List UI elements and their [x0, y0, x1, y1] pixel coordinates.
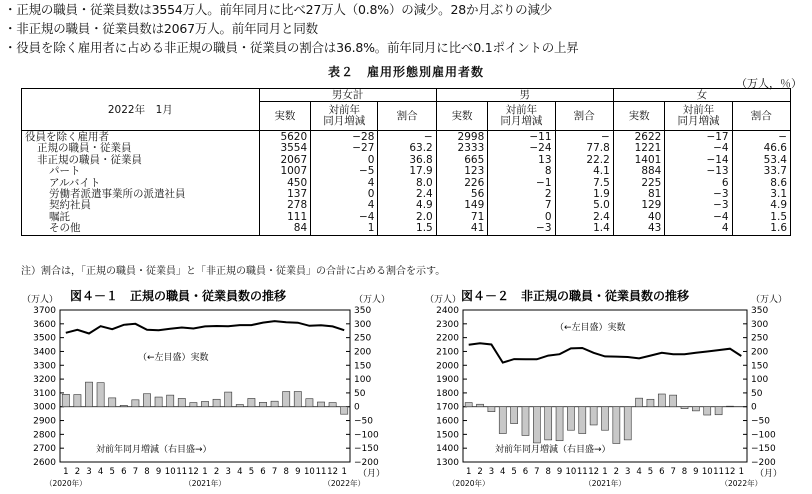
table-cell: −28 — [311, 131, 378, 144]
table-cell: 123 — [436, 166, 488, 177]
table-cell: 2.0 — [378, 212, 436, 223]
table-row — [22, 212, 791, 223]
table-cell: 2.4 — [378, 189, 436, 200]
table-cell: 0 — [311, 155, 378, 166]
bar-change — [704, 407, 711, 415]
month-tick-label: 5 — [248, 467, 255, 477]
left-tick-label: 3000 — [33, 402, 56, 413]
table-cell: 225 — [613, 178, 665, 189]
table-cell: − — [555, 131, 613, 144]
month-tick-label: 1 — [738, 467, 745, 477]
left-tick-label: 3100 — [33, 388, 56, 399]
month-tick-label: 11 — [176, 467, 188, 477]
bar-change — [590, 407, 597, 425]
table-cell: 226 — [436, 178, 488, 189]
month-tick-label: 11 — [576, 467, 588, 477]
bar-change — [306, 399, 313, 407]
month-tick-label: 10 — [164, 467, 176, 477]
table-row — [22, 223, 791, 235]
bar-change — [294, 392, 301, 407]
table-cell: 2622 — [613, 131, 665, 144]
month-axis-unit: （月） — [358, 469, 386, 479]
bar-change — [62, 394, 69, 406]
table-cell: −1 — [488, 178, 555, 189]
right-tick-label: 150 — [751, 361, 769, 372]
right-tick-label: 100 — [751, 375, 769, 386]
month-tick-label: 6 — [260, 467, 266, 477]
table-cell: −27 — [311, 143, 378, 154]
month-tick-label: 9 — [155, 467, 162, 477]
table-cell: 129 — [613, 200, 665, 211]
table-cell: 0 — [488, 212, 555, 223]
table-cell: 278 — [259, 200, 311, 211]
table-cell: 33.7 — [732, 166, 790, 177]
table-cell: 3554 — [259, 143, 311, 154]
bar-change — [248, 398, 255, 406]
table-cell: 1.5 — [732, 212, 790, 223]
row-label: 正規の職員・従業員 — [22, 143, 260, 154]
left-tick-label: 2000 — [436, 361, 459, 372]
bar-change — [715, 407, 722, 415]
table-cell: −5 — [311, 166, 378, 177]
left-tick-label: 2600 — [33, 458, 56, 468]
right-tick-label: 250 — [354, 333, 372, 344]
bar-change — [499, 407, 506, 434]
right-tick-label: 150 — [354, 361, 372, 372]
bar-change — [213, 399, 220, 406]
bar-change — [190, 403, 197, 407]
table-cell: −13 — [665, 166, 732, 177]
bar-change — [488, 407, 495, 412]
left-axis-unit: （万人） — [21, 295, 58, 305]
year-label: （2021年） — [584, 479, 626, 488]
chart-regular-employees — [0, 288, 405, 494]
bar-change — [647, 399, 654, 406]
month-tick-label: 12 — [187, 467, 199, 477]
table-cell: 7.5 — [555, 178, 613, 189]
month-axis-unit: （月） — [755, 469, 783, 479]
table-cell: 4.9 — [378, 200, 436, 211]
bar-change — [283, 392, 290, 407]
subheader-change: 対前年 同月増減 — [665, 102, 732, 131]
table-cell: 41 — [436, 223, 488, 235]
table-cell: 0 — [311, 189, 378, 200]
subheader-count: 実数 — [613, 102, 665, 131]
subheader-ratio: 割合 — [555, 102, 613, 131]
row-label: パート — [22, 166, 260, 177]
row-label: その他 — [22, 223, 260, 235]
table-cell: −24 — [488, 143, 555, 154]
month-tick-label: 4 — [636, 467, 642, 477]
month-tick-label: 8 — [681, 467, 688, 477]
table-row — [22, 189, 791, 200]
month-tick-label: 1 — [602, 467, 608, 477]
right-tick-label: −50 — [751, 416, 770, 427]
year-label: （2022年） — [720, 479, 763, 488]
month-tick-label: 10 — [303, 467, 315, 477]
bar-change — [271, 401, 278, 407]
month-tick-label: 5 — [109, 467, 115, 477]
table-cell: 3.1 — [732, 189, 790, 200]
left-tick-label: 3500 — [33, 333, 56, 344]
row-label: アルバイト — [22, 178, 260, 189]
group-header-male: 男 — [436, 89, 613, 102]
table-unit: （万人，％） — [736, 77, 802, 90]
month-tick-label: 2 — [74, 467, 81, 477]
bar-series-label: 対前年同月増減（右目盛→） — [495, 445, 611, 455]
month-tick-label: 12 — [588, 467, 600, 477]
month-tick-label: 1 — [341, 467, 347, 477]
table-cell: 71 — [436, 212, 488, 223]
left-tick-label: 3600 — [33, 319, 56, 330]
table-cell: 2067 — [259, 155, 311, 166]
bar-change — [341, 407, 348, 414]
right-tick-label: −150 — [354, 444, 379, 455]
table-cell: −3 — [665, 200, 732, 211]
table-cell: 5.0 — [555, 200, 613, 211]
month-tick-label: 7 — [670, 467, 676, 477]
right-tick-label: 350 — [354, 306, 372, 316]
left-tick-label: 1700 — [436, 402, 459, 413]
table-cell: 81 — [613, 189, 665, 200]
bar-change — [477, 404, 484, 406]
left-tick-label: 2200 — [436, 333, 459, 344]
chart-nonregular-employees — [405, 288, 812, 494]
summary-bullet-2: ・非正規の職員・従業員数は2067万人。前年同月と同数 — [4, 21, 318, 36]
table-cell: 5620 — [259, 131, 311, 144]
bar-change — [236, 405, 243, 407]
left-tick-label: 2300 — [436, 319, 459, 330]
month-tick-label: 1 — [202, 467, 208, 477]
bar-change — [329, 403, 336, 407]
month-tick-label: 4 — [237, 467, 243, 477]
bar-change — [511, 407, 518, 424]
line-actual — [66, 321, 344, 333]
left-axis-unit: （万人） — [424, 295, 461, 305]
left-tick-label: 1600 — [436, 416, 459, 427]
table-cell: 46.6 — [732, 143, 790, 154]
bar-change — [74, 395, 81, 407]
table-cell: 2333 — [436, 143, 488, 154]
left-tick-label: 3700 — [33, 306, 56, 316]
month-tick-label: 9 — [556, 467, 563, 477]
subheader-count: 実数 — [259, 102, 311, 131]
table-cell: 6 — [665, 178, 732, 189]
right-tick-label: −200 — [751, 458, 776, 468]
subheader-change: 対前年 同月増減 — [488, 102, 555, 131]
bar-change — [579, 407, 586, 434]
month-tick-label: 10 — [701, 467, 713, 477]
month-tick-label: 1 — [63, 467, 69, 477]
line-actual — [469, 343, 742, 362]
left-tick-label: 1300 — [436, 458, 459, 468]
table-cell: 36.8 — [378, 155, 436, 166]
table-cell: 13 — [488, 155, 555, 166]
row-label: 契約社員 — [22, 200, 260, 211]
month-tick-label: 6 — [522, 467, 529, 477]
table-cell: 7 — [488, 200, 555, 211]
right-tick-label: 350 — [751, 306, 769, 316]
month-tick-label: 7 — [534, 467, 540, 477]
table-cell: 63.2 — [378, 143, 436, 154]
bar-change — [522, 407, 529, 436]
table-corner: 2022年 1月 — [22, 89, 260, 131]
month-tick-label: 9 — [295, 467, 301, 477]
bar-series-label: 対前年同月増減（右目盛→） — [96, 445, 212, 455]
bar-change — [167, 395, 174, 407]
table-row — [22, 155, 791, 166]
table-cell: 665 — [436, 155, 488, 166]
right-tick-label: 50 — [354, 388, 366, 399]
table-cell: − — [732, 131, 790, 144]
bar-change — [178, 398, 185, 406]
table-title: 表２ 雇用形態別雇用者数 — [327, 65, 484, 79]
table-cell: 4 — [311, 200, 378, 211]
table-cell: 1.5 — [378, 223, 436, 235]
right-axis-unit: （万人） — [354, 295, 391, 305]
right-tick-label: −100 — [751, 430, 776, 441]
right-tick-label: 250 — [751, 333, 769, 344]
month-tick-label: 9 — [693, 467, 699, 477]
month-tick-label: 3 — [488, 467, 495, 477]
table-cell: 137 — [259, 189, 311, 200]
table-cell: 1221 — [613, 143, 665, 154]
right-tick-label: 200 — [354, 347, 372, 358]
bar-change — [201, 401, 208, 406]
bar-change — [601, 407, 608, 430]
table-cell: 884 — [613, 166, 665, 177]
summary-bullets — [4, 0, 812, 57]
right-tick-label: 200 — [751, 347, 769, 358]
left-tick-label: 2100 — [436, 347, 459, 358]
row-label: 嘱託 — [22, 212, 260, 223]
bar-change — [681, 407, 688, 409]
month-tick-label: 5 — [511, 467, 517, 477]
left-tick-label: 2400 — [436, 306, 459, 316]
table-cell: 1401 — [613, 155, 665, 166]
table-cell: 2.4 — [555, 212, 613, 223]
left-tick-label: 1500 — [436, 430, 459, 441]
bar-change — [132, 400, 139, 407]
group-header-female: 女 — [613, 89, 790, 102]
month-tick-label: 6 — [659, 467, 665, 477]
bar-change — [225, 392, 232, 407]
month-tick-label: 7 — [132, 467, 139, 477]
table-cell: 84 — [259, 223, 311, 235]
table-row — [22, 200, 791, 211]
table-cell: 1.6 — [732, 223, 790, 235]
subheader-ratio: 割合 — [378, 102, 436, 131]
bar-change — [97, 383, 104, 407]
table-cell: 1.4 — [555, 223, 613, 235]
bar-change — [624, 407, 631, 440]
subheader-count: 実数 — [436, 102, 488, 131]
month-tick-label: 5 — [647, 467, 654, 477]
table-cell: 2 — [488, 189, 555, 200]
month-tick-label: 2 — [477, 467, 483, 477]
month-tick-label: 3 — [86, 467, 92, 477]
bar-change — [636, 398, 643, 407]
subheader-ratio: 割合 — [732, 102, 790, 131]
table-cell: 43 — [613, 223, 665, 235]
left-tick-label: 3200 — [33, 375, 56, 386]
bar-change — [613, 407, 620, 444]
bar-change — [465, 403, 472, 407]
right-tick-label: −200 — [354, 458, 379, 468]
bar-change — [658, 394, 665, 407]
table-cell: −11 — [488, 131, 555, 144]
month-tick-label: 8 — [545, 467, 551, 477]
chart-title: 図４－１ 正規の職員・従業員数の推移 — [70, 289, 287, 303]
table-cell: 149 — [436, 200, 488, 211]
month-tick-label: 2 — [213, 467, 220, 477]
right-tick-label: 50 — [751, 388, 763, 399]
table-cell: 1 — [311, 223, 378, 235]
table-cell: −14 — [665, 155, 732, 166]
chart-title: 図４－２ 非正規の職員・従業員数の推移 — [461, 289, 690, 303]
employment-table — [21, 88, 791, 236]
month-tick-label: 8 — [144, 467, 150, 477]
left-tick-label: 3300 — [33, 361, 56, 372]
table-cell: 22.2 — [555, 155, 613, 166]
left-tick-label: 1900 — [436, 375, 459, 386]
bar-change — [120, 405, 127, 406]
table-cell: 8 — [488, 166, 555, 177]
bar-change — [109, 398, 116, 407]
bar-change — [155, 397, 162, 407]
year-label: （2020年） — [447, 479, 490, 488]
month-tick-label: 6 — [121, 467, 127, 477]
month-tick-label: 4 — [97, 467, 104, 477]
line-series-label: （←左目盛）実数 — [138, 353, 209, 363]
table-cell: −4 — [665, 212, 732, 223]
table-row — [22, 166, 791, 177]
table-cell: 53.4 — [732, 155, 790, 166]
line-series-label: （←左目盛）実数 — [555, 323, 626, 333]
month-tick-label: 11 — [315, 467, 327, 477]
table-cell: 8.0 — [378, 178, 436, 189]
table-cell: 1.9 — [555, 189, 613, 200]
bar-change — [533, 407, 540, 443]
table-cell: 1007 — [259, 166, 311, 177]
table-cell: −4 — [665, 143, 732, 154]
right-tick-label: 0 — [354, 402, 360, 413]
right-tick-label: −150 — [751, 444, 776, 455]
group-header-total: 男女計 — [259, 89, 436, 102]
bar-change — [259, 402, 266, 406]
table-cell: −4 — [311, 212, 378, 223]
row-label: 非正規の職員・従業員 — [22, 155, 260, 166]
left-tick-label: 2900 — [33, 416, 56, 427]
table-cell: 77.8 — [555, 143, 613, 154]
bar-change — [545, 407, 552, 440]
month-tick-label: 1 — [465, 467, 472, 477]
bar-change — [670, 395, 677, 407]
left-tick-label: 2800 — [33, 430, 56, 441]
table-cell: −3 — [488, 223, 555, 235]
subheader-change: 対前年 同月増減 — [311, 102, 378, 131]
right-tick-label: 300 — [751, 319, 769, 330]
right-tick-label: −50 — [354, 416, 373, 427]
left-tick-label: 3400 — [33, 347, 56, 358]
bar-change — [556, 407, 563, 441]
month-tick-label: 8 — [283, 467, 289, 477]
table-cell: 17.9 — [378, 166, 436, 177]
month-tick-label: 3 — [225, 467, 231, 477]
left-tick-label: 1400 — [436, 444, 459, 455]
left-tick-label: 1800 — [436, 388, 459, 399]
year-label: （2020年） — [45, 479, 87, 488]
month-tick-label: 12 — [327, 467, 339, 477]
right-tick-label: 300 — [354, 319, 372, 330]
table-cell: 40 — [613, 212, 665, 223]
summary-bullet-1: ・正規の職員・従業員数は3554万人。前年同月に比べ27万人（0.8%）の減少。28か月ぶりの減少 — [4, 2, 553, 17]
row-label: 役員を除く雇用者 — [22, 131, 260, 144]
month-tick-label: 3 — [625, 467, 631, 477]
bar-change — [692, 407, 699, 411]
right-axis-unit: （万人） — [751, 295, 788, 305]
table-cell: − — [378, 131, 436, 144]
bar-change — [85, 382, 92, 407]
right-tick-label: −100 — [354, 430, 379, 441]
left-tick-label: 2700 — [33, 444, 56, 455]
month-tick-label: 11 — [713, 467, 725, 477]
table-row — [22, 131, 791, 144]
year-label: （2021年） — [184, 479, 226, 488]
right-tick-label: 100 — [354, 375, 372, 386]
month-tick-label: 2 — [613, 467, 620, 477]
month-tick-label: 10 — [565, 467, 577, 477]
table-note: 注）割合は，「正規の職員・従業員」と「非正規の職員・従業員」の合計に占める割合を示す。 — [21, 266, 446, 277]
right-tick-label: 0 — [751, 402, 757, 413]
month-tick-label: 12 — [724, 467, 736, 477]
bar-change — [317, 402, 324, 407]
table-cell: 56 — [436, 189, 488, 200]
table-cell: 4.1 — [555, 166, 613, 177]
bar-change — [567, 407, 574, 430]
table-cell: 4.9 — [732, 200, 790, 211]
table-cell: 8.6 — [732, 178, 790, 189]
row-label: 労働者派遣事業所の派遣社員 — [22, 189, 260, 200]
table-cell: 4 — [665, 223, 732, 235]
bar-change — [726, 406, 733, 407]
year-label: （2022年） — [323, 479, 365, 488]
table-cell: −17 — [665, 131, 732, 144]
bar-change — [143, 394, 150, 407]
month-tick-label: 4 — [500, 467, 506, 477]
table-cell: 2998 — [436, 131, 488, 144]
table-cell: −3 — [665, 189, 732, 200]
table-cell: 450 — [259, 178, 311, 189]
table-cell: 111 — [259, 212, 311, 223]
month-tick-label: 7 — [271, 467, 278, 477]
table-cell: 4 — [311, 178, 378, 189]
summary-bullet-3: ・役員を除く雇用者に占める非正規の職員・従業員の割合は36.8%。前年同月に比べ0.1ポイントの上昇 — [4, 40, 579, 55]
